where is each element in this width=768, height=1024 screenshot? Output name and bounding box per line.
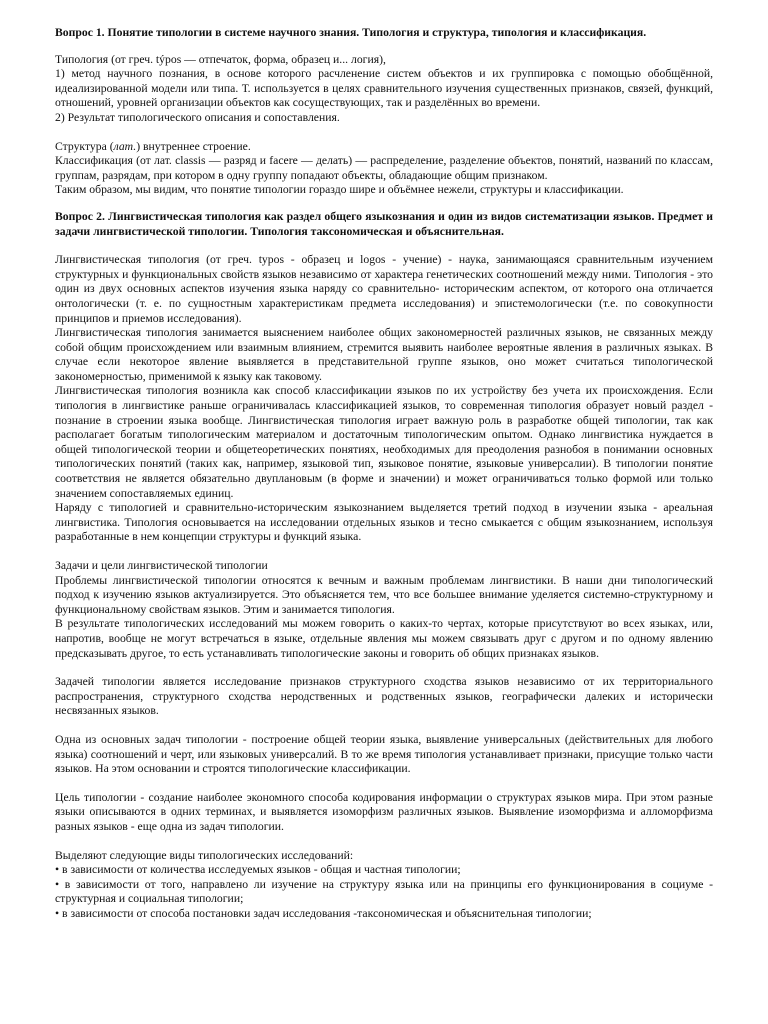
tasks-paragraph-2: В результате типологических исследований мы можем говорить о каких-то чертах, которые присутствуют во всех языках, или, напротив, вообще не могут встречаться в языке, отдельные явления мы можем связывать друг с другом и по одному явлению предсказывать другое, то есть устанавливать типологические законы и говорить об общих признаках языков. bbox=[55, 617, 713, 660]
definition-item-1: 1) метод научного познания, в основе которого расчленение систем объектов и их группировка с помощью обобщённой, идеализированной модели или типа. Т. используется в целях сравнительного изучения существенных признаков, связей, функций, отношений, уровней организации объектов как сосуществующих, так и разделённых во времени. bbox=[55, 67, 713, 110]
list-item: • в зависимости от того, направлено ли изучение на структуру языка или на принципы его функционирования в социуме - структурная и социальная типологии; bbox=[55, 877, 713, 906]
definition-item-2: 2) Результат типологического описания и сопоставления. bbox=[55, 110, 340, 124]
list-item: • в зависимости от количества исследуемых языков - общая и частная типологии; bbox=[55, 863, 461, 877]
types-intro: Выделяют следующие виды типологических исследований: bbox=[55, 848, 354, 862]
classification-definition: Классификация (от лат. classis — разряд и facere — делать) — распределение, разделение объектов, понятий, названий по классам, группам, разрядам, при котором в одну группу попадают объекты, обладающие общим признаком. bbox=[55, 154, 713, 182]
q2-paragraph-4: Наряду с типологией и сравнительно-историческим языкознанием выделяется третий подход в изучении языка - ареальная лингвистика. Типология основывается на исследовании отдельных языков и тесно смыкается с общим языкознанием, используя разработанные в нем концепции структуры и функций языка. bbox=[55, 501, 713, 544]
question-1-conclusion: Таким образом, мы видим, что понятие типологии гораздо шире и объёмнее нежели, структуры и классификации. bbox=[55, 183, 624, 197]
tasks-heading: Задачи и цели лингвистической типологии bbox=[55, 559, 268, 572]
list-item: • в зависимости от способа постановки задач исследования -таксономическая и объяснительная типологии; bbox=[55, 906, 592, 920]
question-1-heading: Вопрос 1. Понятие типологии в системе научного знания. Типология и структура, типология и классификация. bbox=[55, 26, 647, 39]
latin-abbrev: лат. bbox=[113, 139, 137, 153]
tasks-paragraph-4: Одна из основных задач типологии - построение общей теории языка, выявление универсальных (действительных для любого языка) соотношений и черт, или языковых универсалий. В то же время типология устанавливает признаки, присущие только части языков. На этом основании и строятся типологические классификации. bbox=[55, 732, 713, 776]
tasks-paragraph-1: Проблемы лингвистической типологии относятся к вечным и важным проблемам лингвистики. В наши дни типологический подход к изучению языков актуализируется. Это объясняется тем, что все большее внимание уделяется системно-структурному и функциональному свойствам языков. Этим и занимается типология. bbox=[55, 573, 713, 616]
q2-paragraph-2: Лингвистическая типология занимается выяснением наиболее общих закономерностей различных языков, не связанных между собой общим происхождением или взаимным влиянием, стремится выявить наиболее вероятные явления в различных языках. В случае если некоторое явление выявляется в представительной группе языков, оно может считаться типологической закономерностью, применимой к языку как таковому. bbox=[55, 326, 713, 383]
q2-paragraph-1: Лингвистическая типология (от греч. typos - образец и logos - учение) - наука, занимающаяся сравнительным изучением структурных и функциональных свойств языков независимо от характера генетических соотношений между ними. Типология - это один из двух основных аспектов изучения языка наряду со сравнительно- историческим аспектом, от которого она отличается онтологически (т. е. по сущностным характеристикам предмета исследования) и эпистемологически (т.е. по совокупности принципов и приемов исследования). bbox=[55, 253, 713, 325]
structure-definition bbox=[55, 140, 713, 155]
typology-definition: Типология (от греч. týpos — отпечаток, форма, образец и... логия), bbox=[55, 52, 386, 66]
tasks-paragraph-5: Цель типологии - создание наиболее экономного способа кодирования информации о структурах языков мира. При этом разные языки описываются в одних терминах, и выявляется изоморфизм различных языков. Выявление изоморфизма и алломорфизма разных языков - еще одна из задач типологии. bbox=[55, 790, 713, 833]
structure-suffix: ) внутреннее строение. bbox=[136, 139, 251, 153]
q2-paragraph-3: Лингвистическая типология возникла как способ классификации языков по их устройству без учета их происхождения. Если типология в лингвистике раньше ограничивалась классификацией языков, то современная типология образует новый раздел - познание в строении языка вообще. Лингвистическая типология играет важную роль в разработке общей типологии, так как располагает богатым типологическим материалом и достаточным типологическим опытом. Однако лингвистика нуждается в общей типологической теории и общетеоретических понятиях, необходимых для преодоления разнобоя в понимании основных типологических понятий (таких как, например, языковой тип, языковое понятие, языковые универсалии). В типологии понятие соответствия не является обязательно двуплановым (в форме и значении) и может ограничиваться только формой или только значением сопоставляемых единиц. bbox=[55, 384, 713, 500]
structure-prefix: Структура ( bbox=[55, 139, 114, 153]
tasks-paragraph-3: Задачей типологии является исследование признаков структурного сходства языков независимо от их территориального распространения, структурного сходства неродственных и родственных языков, географически далеких и исторически несвязанных языков. bbox=[55, 675, 713, 718]
question-2-heading: Вопрос 2. Лингвистическая типология как раздел общего языкознания и один из видов систематизации языков. Предмет и задачи лингвистической типологии. Типология таксономическая и объяснительная. bbox=[55, 209, 713, 238]
